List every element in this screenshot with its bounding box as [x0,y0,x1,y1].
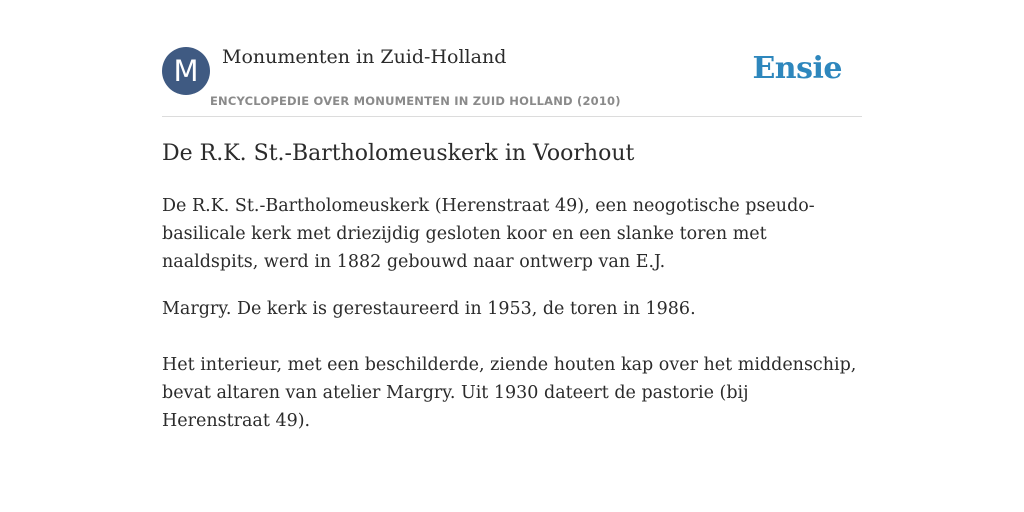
article-paragraph: De R.K. St.-Bartholomeuskerk (Herenstraat 49), een neogotische pseudo-basilicale kerk met driezijdig gesloten koor en een slanke toren met naaldspits, werd in 1882 gebouwd naar ontwerp van E.J. [162,196,815,272]
site-title-link[interactable]: Monumenten in Zuid-Holland [222,46,507,68]
article-title: De R.K. St.-Bartholomeuskerk in Voorhout [162,141,635,166]
article-paragraph: Het interieur, met een beschilderde, ziende houten kap over het middenschip, bevat altaren van atelier Margry. Uit 1930 dateert de pastorie (bij Herenstraat 49). [162,355,857,431]
ensie-logo[interactable]: Ensie [752,51,842,86]
site-subtitle: ENCYCLOPEDIE OVER MONUMENTEN IN ZUID HOLLAND (2010) [210,94,621,108]
site-header [162,46,862,117]
article-paragraph: Margry. De kerk is gerestaureerd in 1953, de toren in 1986. [162,299,696,319]
avatar[interactable]: M [162,47,210,95]
article [162,138,862,435]
